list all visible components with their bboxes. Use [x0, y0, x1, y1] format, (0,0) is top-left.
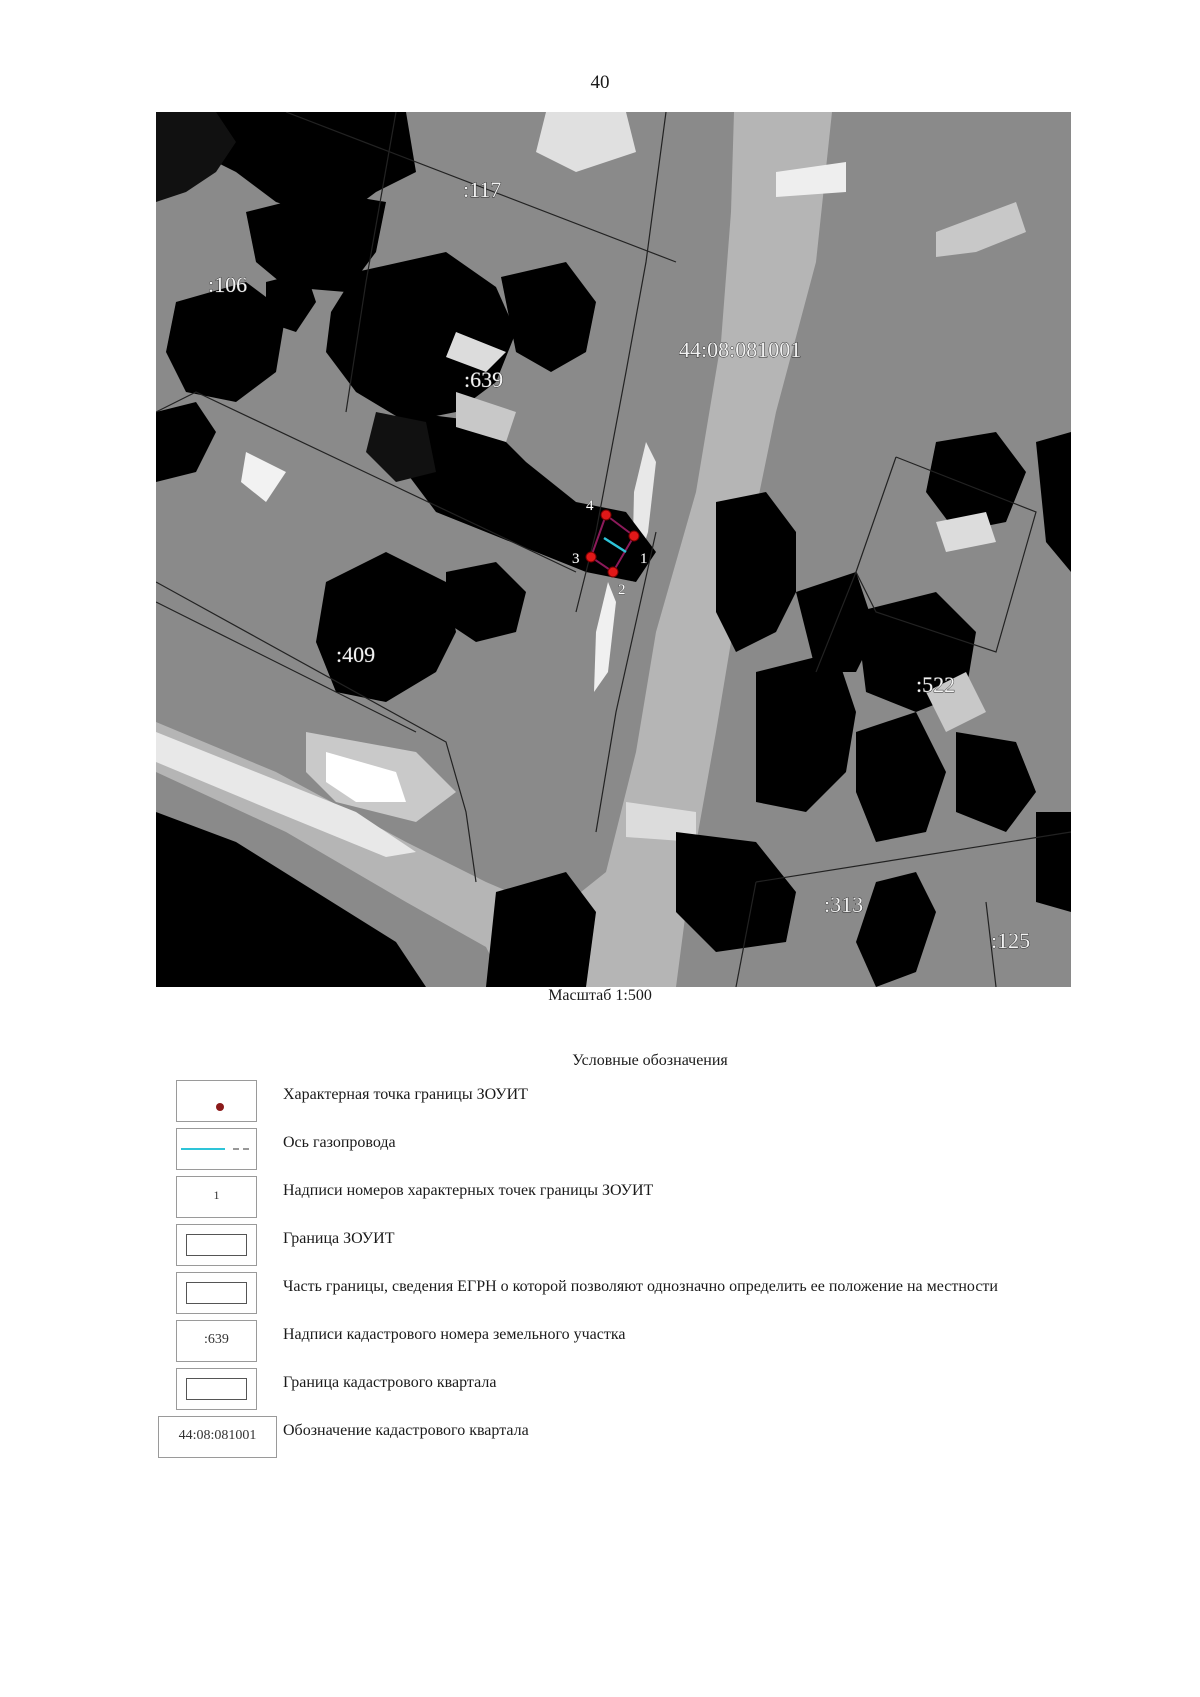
- point-label: 3: [572, 551, 580, 567]
- legend-item-label: Характерная точка границы ЗОУИТ: [283, 1086, 528, 1103]
- zouit-point-3: [586, 552, 596, 562]
- gas-pipeline-axis-icon: [176, 1128, 257, 1170]
- point-label: 1: [640, 551, 648, 567]
- legend-item-label: Надписи номеров характерных точек границы ЗОУИТ: [283, 1182, 654, 1199]
- legend-item-label: Часть границы, сведения ЕГРН о которой позволяют однозначно определить ее положение на местности: [283, 1278, 998, 1295]
- legend-item-label: Граница ЗОУИТ: [283, 1230, 395, 1247]
- zouit-point-2: [608, 567, 618, 577]
- legend-item-label: Ось газопровода: [283, 1134, 396, 1151]
- point-label: 4: [586, 498, 594, 514]
- legend-title: Условные обозначения: [572, 1052, 728, 1069]
- parcel-label: :522: [916, 672, 956, 697]
- boundary-point-icon: [176, 1080, 257, 1122]
- point-number-icon: 1: [176, 1176, 257, 1218]
- dark-area: [1036, 812, 1071, 912]
- quarter-boundary-icon: [176, 1368, 257, 1410]
- parcel-label: :125: [991, 928, 1031, 953]
- zouit-boundary-icon: [176, 1224, 257, 1266]
- quarter-label: 44:08:081001: [679, 337, 802, 362]
- parcel-label: :106: [208, 272, 248, 297]
- zouit-point-4: [601, 510, 611, 520]
- quarter-designation-icon: 44:08:081001: [158, 1416, 277, 1458]
- parcel-label: :117: [463, 177, 502, 202]
- cadastral-number-icon: :639: [176, 1320, 257, 1362]
- cadastral-map: [156, 112, 1071, 987]
- legend-item-label: Граница кадастрового квартала: [283, 1374, 497, 1391]
- legend-item-label: Надписи кадастрового номера земельного участка: [283, 1326, 626, 1343]
- egrn-boundary-part-icon: [176, 1272, 257, 1314]
- zouit-point-1: [629, 531, 639, 541]
- parcel-label: :409: [336, 642, 376, 667]
- point-label: 2: [618, 582, 626, 598]
- page-number: 40: [590, 72, 610, 93]
- parcel-label: :313: [824, 892, 864, 917]
- legend-item-label: Обозначение кадастрового квартала: [283, 1422, 529, 1439]
- parcel-label: :639: [464, 367, 504, 392]
- map-scale: Масштаб 1:500: [548, 987, 652, 1004]
